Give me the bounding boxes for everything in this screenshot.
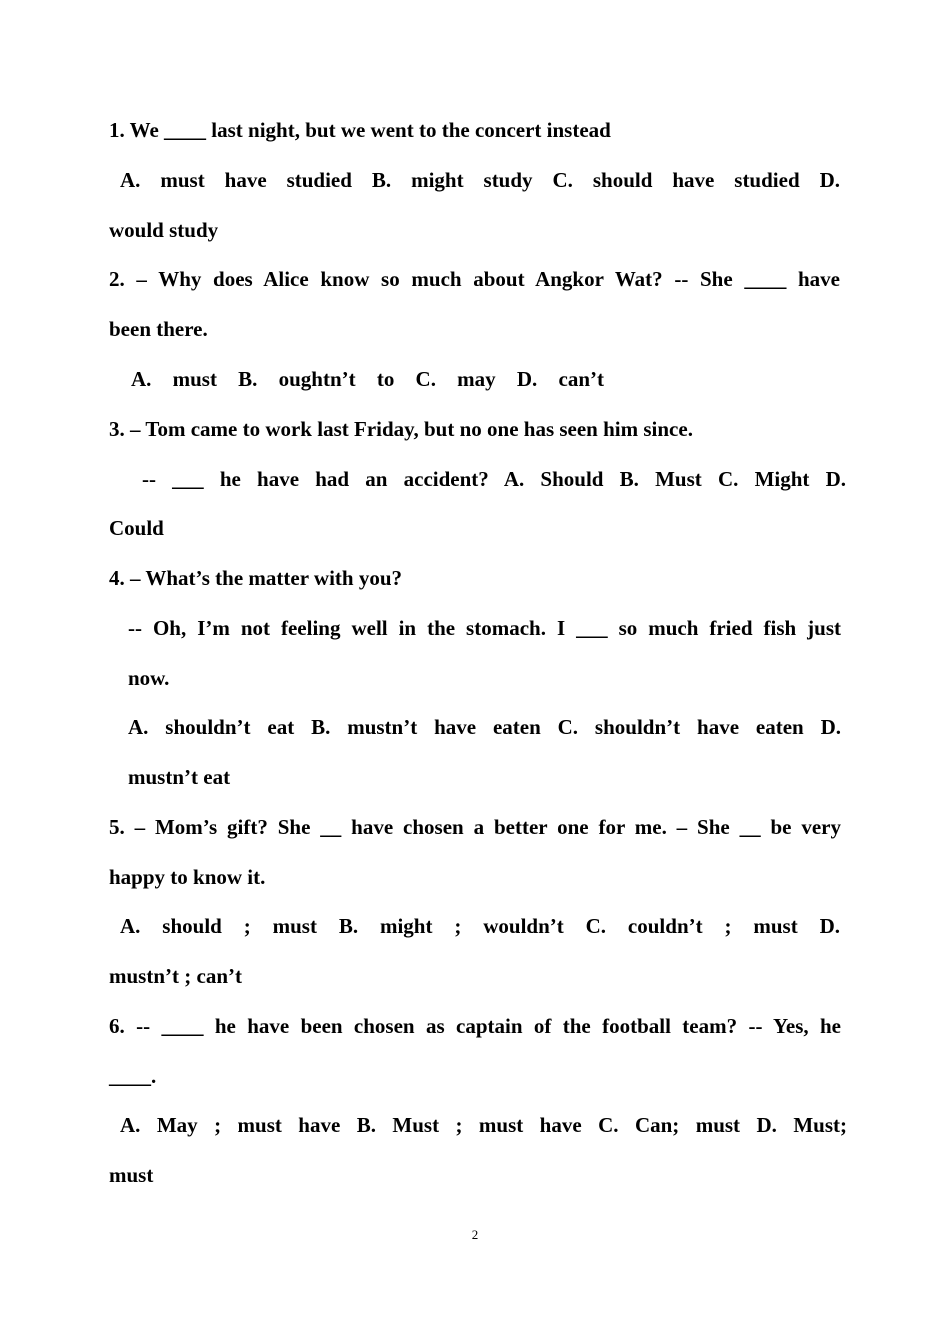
question-1-options: A. must have studied B. might study C. should have studied D.: [120, 168, 840, 192]
question-4-options: A. shouldn’t eat B. mustn’t have eaten C. shouldn’t have eaten D.: [128, 715, 841, 739]
question-3-stem: 3. – Tom came to work last Friday, but no one has seen him since.: [109, 417, 693, 441]
question-4-reply-continued: now.: [128, 666, 170, 690]
question-2-stem-continued: been there.: [109, 317, 208, 341]
question-2-stem: 2. – Why does Alice know so much about Angkor Wat? -- She ____ have: [109, 267, 840, 291]
page-number: 2: [471, 1227, 479, 1242]
question-4-stem: 4. – What’s the matter with you?: [109, 566, 403, 590]
question-6-stem-continued: ____.: [109, 1064, 157, 1088]
question-3-reply-and-options: -- ___ he have had an accident? A. Should B. Must C. Might D.: [142, 467, 846, 491]
question-4-options-continued: mustn’t eat: [128, 765, 231, 789]
question-5-options: A. should ; must B. might ; wouldn’t C. couldn’t ; must D.: [120, 914, 840, 938]
question-3-options-continued: Could: [109, 516, 164, 540]
question-2-options: A. must B. oughtn’t to C. may D. can’t: [131, 367, 604, 391]
question-1-stem: 1. We ____ last night, but we went to the concert instead: [109, 118, 611, 142]
question-1-options-continued: would study: [109, 218, 219, 242]
question-5-options-continued: mustn’t ; can’t: [109, 964, 242, 988]
question-6-options-continued: must: [109, 1163, 154, 1187]
question-6-options: A. May ; must have B. Must ; must have C. Can; must D. Must;: [120, 1113, 847, 1137]
question-5-stem: 5. – Mom’s gift? She __ have chosen a better one for me. – She __ be very: [109, 815, 841, 839]
question-6-stem: 6. -- ____ he have been chosen as captain of the football team? -- Yes, he: [109, 1014, 841, 1038]
question-4-reply: -- Oh, I’m not feeling well in the stomach. I ___ so much fried fish just: [128, 616, 841, 640]
question-5-stem-continued: happy to know it.: [109, 865, 266, 889]
